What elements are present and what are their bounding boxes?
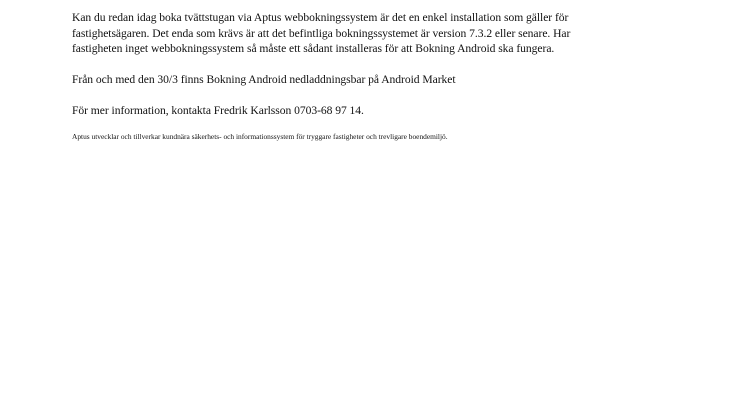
intro-line-3: fastigheten inget webbokningssystem så måste ett sådant installeras för att Bokning Android ska fungera. (72, 42, 555, 55)
intro-line-1: Kan du redan idag boka tvättstugan via Aptus webbokningssystem är det en enkel installation som gäller för (72, 11, 569, 24)
document-page (72, 10, 672, 142)
contact-paragraph: För mer information, kontakta Fredrik Karlsson 0703-68 97 14. (72, 104, 364, 117)
availability-paragraph: Från och med den 30/3 finns Bokning Android nedladdningsbar på Android Market (72, 72, 456, 86)
footer-tagline: Aptus utvecklar och tillverkar kundnära säkerhets- och informationssystem för tryggare fastigheter och trevligare boendemiljö. (72, 131, 448, 141)
intro-paragraph (72, 10, 672, 57)
intro-line-2: fastighetsägaren. Det enda som krävs är att det befintliga bokningssystemet är version 7.3.2 eller senare. Har (72, 26, 571, 40)
